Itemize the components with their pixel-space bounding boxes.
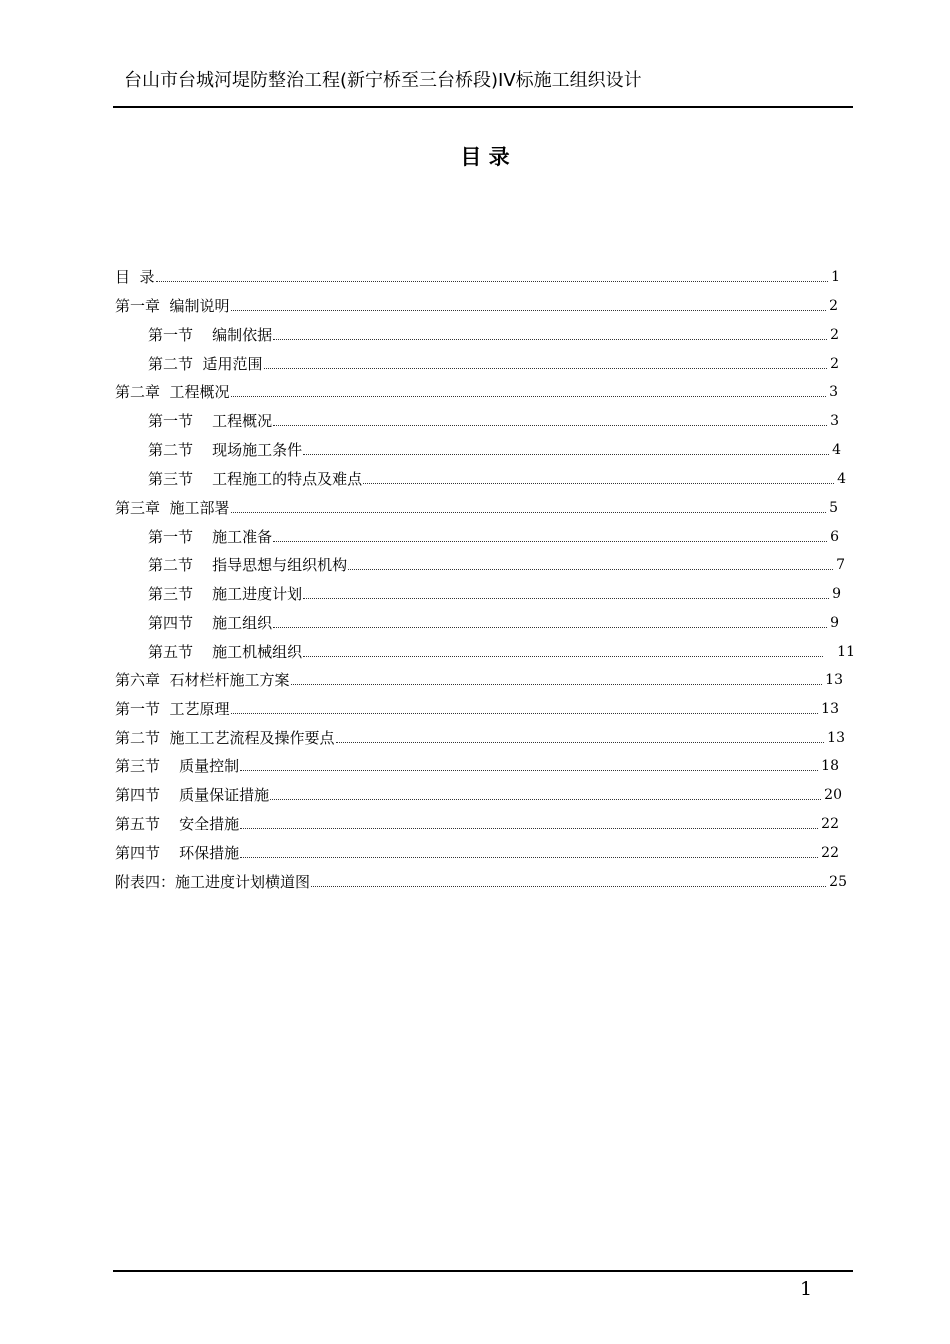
toc-entry-page: 5 [829, 500, 838, 516]
toc-entry[interactable] [115, 840, 839, 862]
toc-dot-leader [264, 368, 828, 369]
toc-entry[interactable] [148, 610, 839, 632]
toc-entry-page: 2 [829, 298, 838, 314]
toc-dot-leader [348, 569, 833, 570]
toc-entry-label: 第四节 质量保证措施 [115, 786, 270, 804]
toc-dot-leader [156, 281, 829, 282]
toc-entry-label: 第二节 施工工艺流程及操作要点 [115, 729, 335, 747]
toc-entry-page: 6 [830, 529, 839, 545]
toc-dot-leader [363, 483, 834, 484]
toc-dot-leader [231, 396, 827, 397]
toc-entry[interactable] [148, 552, 845, 574]
toc-dot-leader [231, 310, 827, 311]
toc-entry[interactable] [115, 725, 845, 747]
toc-entry-label: 第一节 工程概况 [148, 412, 273, 430]
toc-entry[interactable] [148, 408, 839, 430]
toc-entry-page: 11 [837, 644, 855, 660]
toc-entry-page: 3 [829, 384, 838, 400]
toc-dot-leader [270, 799, 821, 800]
toc-dot-leader [311, 886, 826, 887]
toc-entry-page: 2 [830, 356, 839, 372]
toc-entry[interactable] [115, 753, 839, 775]
toc-entry-label: 目 录 [115, 268, 155, 286]
toc-entry[interactable] [115, 495, 838, 517]
toc-dot-leader [336, 742, 825, 743]
toc-entry-page: 9 [830, 615, 839, 631]
toc-entry-page: 22 [821, 845, 839, 861]
toc-entry-label: 第二章 工程概况 [115, 383, 230, 401]
toc-entry[interactable] [115, 293, 838, 315]
toc-entry[interactable] [148, 524, 839, 546]
toc-entry-label: 第六章 石材栏杆施工方案 [115, 671, 290, 689]
toc-entry-label: 第一章 编制说明 [115, 297, 230, 315]
toc-entry-page: 7 [836, 557, 845, 573]
toc-entry-page: 4 [837, 471, 846, 487]
toc-entry-label: 第二节 指导思想与组织机构 [148, 556, 348, 574]
toc-entry-label: 第五节 施工机械组织 [148, 643, 303, 661]
toc-dot-leader [231, 512, 827, 513]
toc-entry-page: 13 [827, 730, 845, 746]
toc-entry-label: 第五节 安全措施 [115, 815, 240, 833]
page-number: 1 [800, 1278, 813, 1300]
toc-dot-leader [273, 339, 827, 340]
toc-entry-page: 22 [821, 816, 839, 832]
toc-dot-leader [273, 541, 827, 542]
toc-entry-label: 第三节 施工进度计划 [148, 585, 303, 603]
document-header-title: 台山市台城河堤防整治工程(新宁桥至三台桥段)IV标施工组织设计 [124, 70, 642, 91]
toc-entry-label: 第三章 施工部署 [115, 499, 230, 517]
toc-entry[interactable] [115, 667, 843, 689]
toc-entry[interactable] [115, 782, 842, 804]
toc-entry[interactable] [148, 466, 846, 488]
toc-entry-page: 3 [830, 413, 839, 429]
toc-entry-label: 第三节 质量控制 [115, 757, 240, 775]
toc-entry-page: 13 [821, 701, 839, 717]
toc-entry-page: 9 [832, 586, 841, 602]
toc-dot-leader [303, 598, 829, 599]
toc-entry-page: 4 [832, 442, 841, 458]
toc-entry-label: 第一节 工艺原理 [115, 700, 230, 718]
toc-entry[interactable] [115, 696, 839, 718]
toc-entry[interactable] [115, 264, 840, 286]
toc-entry-label: 第二节 现场施工条件 [148, 441, 303, 459]
toc-entry[interactable] [148, 322, 839, 344]
toc-entry-label: 第三节 工程施工的特点及难点 [148, 470, 363, 488]
toc-dot-leader [240, 857, 818, 858]
toc-dot-leader [303, 454, 829, 455]
toc-entry-page: 13 [825, 672, 843, 688]
toc-dot-leader [240, 770, 818, 771]
footer-divider [113, 1270, 853, 1272]
toc-entry[interactable] [115, 869, 847, 891]
toc-dot-leader [291, 684, 823, 685]
toc-entry[interactable] [115, 379, 838, 401]
toc-entry[interactable] [148, 437, 841, 459]
toc-entry[interactable] [148, 639, 855, 661]
toc-entry[interactable] [148, 581, 841, 603]
toc-entry-page: 18 [821, 758, 839, 774]
toc-entry-label: 第一节 编制依据 [148, 326, 273, 344]
toc-dot-leader [303, 656, 823, 657]
toc-entry-label: 第一节 施工准备 [148, 528, 273, 546]
toc-entry-label: 第四节 施工组织 [148, 614, 273, 632]
toc-entry-label: 附表四：施工进度计划横道图 [115, 873, 311, 891]
toc-dot-leader [240, 828, 818, 829]
toc-dot-leader [273, 627, 827, 628]
toc-entry-label: 第四节 环保措施 [115, 844, 240, 862]
toc-heading: 目 录 [460, 145, 510, 169]
toc-dot-leader [231, 713, 819, 714]
toc-entry-page: 1 [831, 269, 840, 285]
toc-entry-page: 20 [824, 787, 842, 803]
toc-entry-page: 25 [829, 874, 847, 890]
toc-dot-leader [273, 425, 827, 426]
toc-entry[interactable] [115, 811, 839, 833]
toc-entry[interactable] [148, 351, 839, 373]
toc-entry-page: 2 [830, 327, 839, 343]
toc-entry-label: 第二节 适用范围 [148, 355, 263, 373]
